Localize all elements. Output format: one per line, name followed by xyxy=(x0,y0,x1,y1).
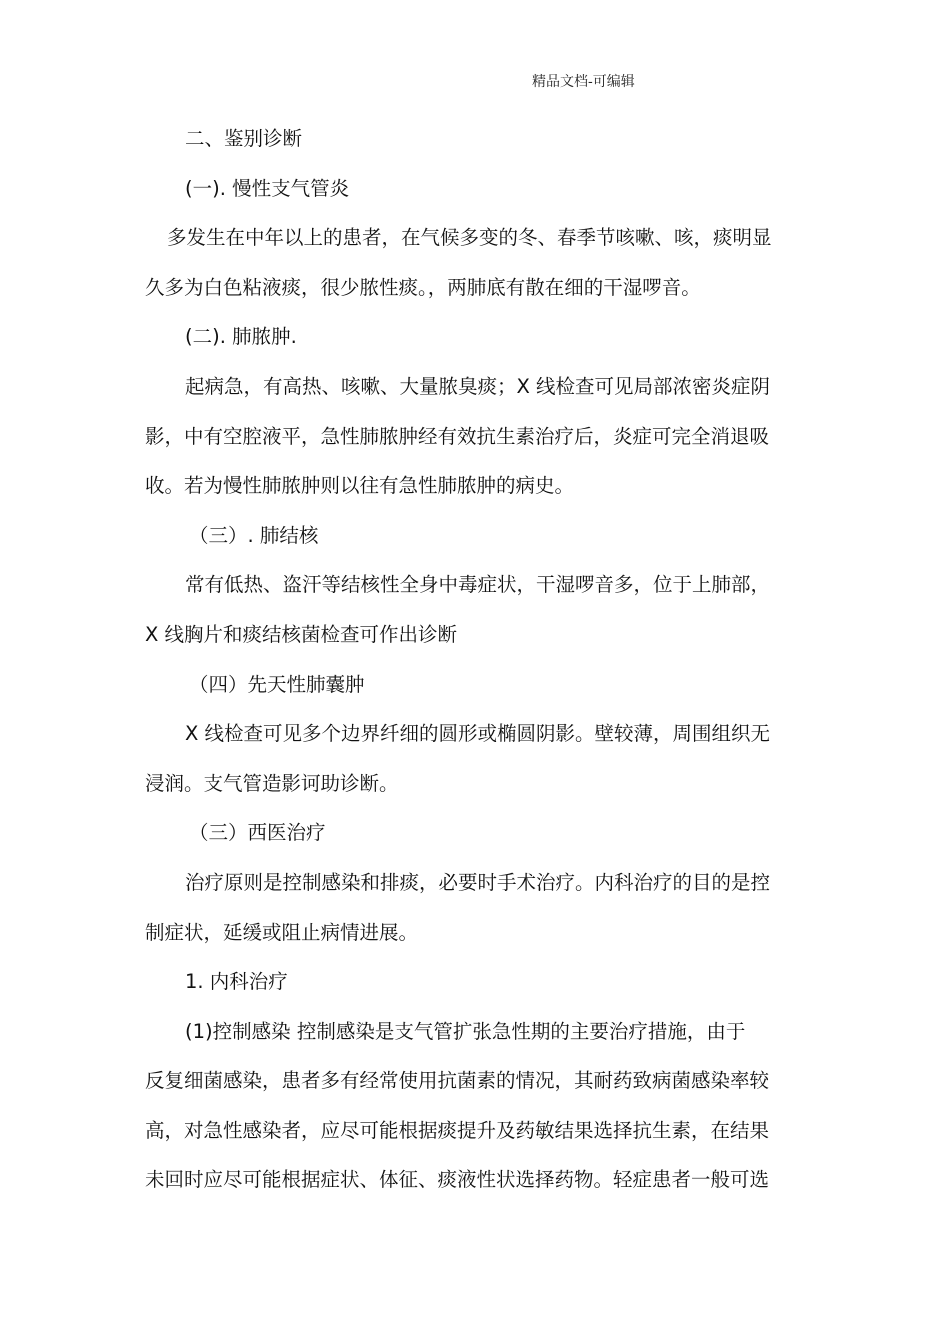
page-header: 精品文档-可编辑 xyxy=(532,74,635,90)
paragraph-line: 反复细菌感染，患者多有经常使用抗菌素的情况，其耐药致病菌感染率较 xyxy=(145,1069,770,1093)
paragraph-line: 治疗原则是控制感染和排痰，必要时手术治疗。内科治疗的目的是控 xyxy=(185,870,771,894)
paragraph-line: 多发生在中年以上的患者，在气候多变的冬、春季节咳嗽、咳，痰明显 xyxy=(167,226,772,250)
subsection-heading: （三）. 肺结核 xyxy=(189,523,319,547)
subsection-heading: (一). 慢性支气管炎 xyxy=(185,176,350,200)
section-heading: 二、鉴别诊断 xyxy=(185,127,303,150)
paragraph-line: (1)控制感染 控制感染是支气管扩张急性期的主要治疗措施，由于 xyxy=(185,1019,746,1043)
paragraph-line: 制症状，延缓或阻止病情进展。 xyxy=(145,920,419,944)
subsection-heading: (二). 肺脓肿. xyxy=(185,325,297,349)
paragraph-line: 起病急，有高热、咳嗽、大量脓臭痰；X 线检查可见局部浓密炎症阴 xyxy=(185,374,771,398)
subsection-heading: （四）先天性肺囊肿 xyxy=(189,672,365,696)
paragraph-line: 高，对急性感染者，应尽可能根据痰提升及药敏结果选择抗生素，在结果 xyxy=(145,1118,770,1142)
paragraph-line: X 线检查可见多个边界纤细的圆形或椭圆阴影。壁较薄，周围组织无 xyxy=(185,722,771,746)
paragraph-line: 影，中有空腔液平，急性肺脓肿经有效抗生素治疗后，炎症可完全消退吸 xyxy=(145,424,770,448)
document-body xyxy=(145,114,810,1205)
paragraph-line: 浸润。支气管造影诃助诊断。 xyxy=(145,771,399,795)
subsection-heading: （三）西医治疗 xyxy=(189,821,326,845)
paragraph-line: 收。若为慢性肺脓肿则以往有急性肺脓肿的病史。 xyxy=(145,474,575,498)
paragraph-line: 常有低热、盗汗等结核性全身中毒症状，干湿啰音多，位于上肺部， xyxy=(185,573,771,597)
paragraph-line: X 线胸片和痰结核菌检查可作出诊断 xyxy=(145,622,458,646)
paragraph-line: 久多为白色粘液痰，很少脓性痰。，两肺底有散在细的干湿啰音。 xyxy=(145,275,701,299)
paragraph-line: 未回时应尽可能根据症状、体征、痰液性状选择药物。轻症患者一般可选 xyxy=(145,1168,770,1192)
subsection-heading: 1. 内科治疗 xyxy=(185,970,288,994)
